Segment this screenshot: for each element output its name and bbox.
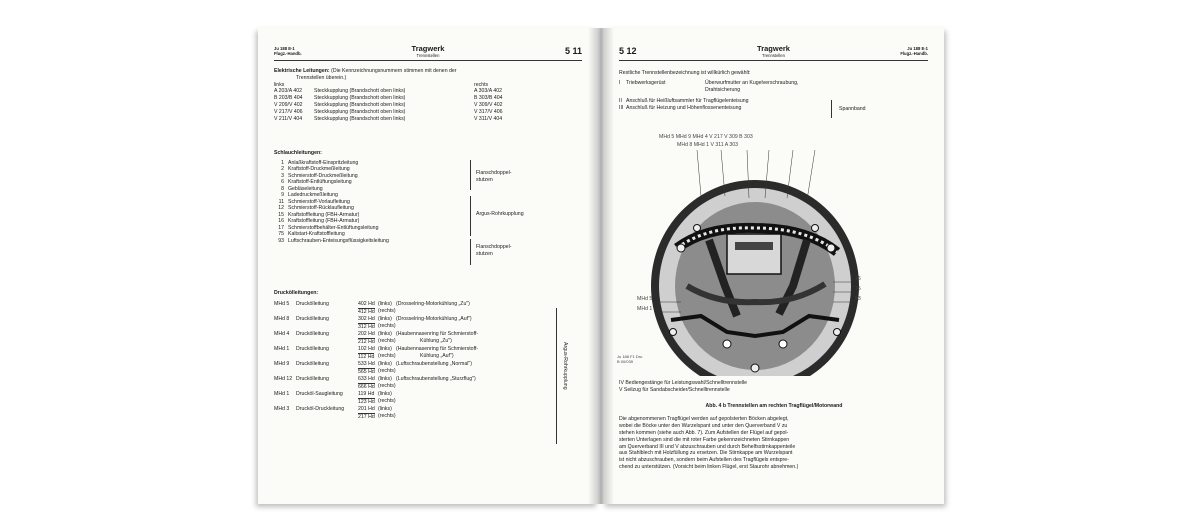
side: (rechts) — [378, 337, 396, 344]
value-left: 102 Hd — [358, 346, 375, 353]
left-id: V 209/V 402 — [274, 101, 303, 108]
item-number: 2 — [281, 166, 284, 173]
line-id: MHd 3 — [274, 406, 290, 413]
item-number: II — [619, 98, 622, 105]
line-type: Druckölleitung — [296, 300, 329, 307]
column-label-right: rechts — [474, 81, 489, 88]
item-text: IV Bediengestänge für Leistungswahl/Schnelltrennstelle — [619, 380, 748, 386]
table-row — [274, 88, 584, 95]
item-text: Luftschrauben-Enteisungsflüssigkeitsleitung — [288, 237, 389, 244]
side: (rechts) — [378, 307, 396, 314]
item-number: 3 — [281, 172, 284, 179]
value-right: 666 Hd — [358, 384, 375, 391]
line-id: MHd 9 — [274, 361, 290, 368]
value-left: 302 Hd — [358, 315, 375, 322]
table-row — [274, 316, 584, 323]
figure-caption: Abb. 4 b Trennstellen am rechten Tragflügel/Motorwand — [705, 402, 843, 409]
pressure-rows — [274, 301, 584, 422]
table-row — [274, 383, 584, 390]
header-manual: Flugz.-Handb. — [900, 51, 928, 56]
line-id: MHd 5 — [274, 300, 290, 307]
item-text: Triebwerksgerüst — [626, 79, 666, 86]
header-manual: Flugz.-Handb. — [274, 51, 302, 56]
table-row — [274, 346, 584, 353]
intro-section — [619, 70, 929, 112]
body-line: wobei die Böcke unter den Wurzelspant und unter den Querverband V zu — [619, 423, 788, 430]
diagram-label: MHd 1 — [637, 306, 653, 312]
item-number: 1 — [281, 159, 284, 166]
line-type: Druckölleitung — [296, 330, 329, 337]
pressure-section — [274, 290, 584, 422]
group-brace — [556, 308, 557, 444]
table-row — [274, 338, 584, 345]
table-row — [274, 301, 584, 308]
group-label: Flanschdoppel- — [476, 244, 512, 250]
item-text: Anschluß für Heizung und Höhenflossenenteisung — [626, 105, 742, 112]
line-id: MHd 8 — [274, 315, 290, 322]
left-id: V 211/V 404 — [274, 115, 303, 122]
value-right: 412 Hd — [358, 308, 375, 315]
line-type: Drucköl-Druckleitung — [296, 406, 345, 413]
intro-text: (Die Kennzeichnungsnummern stimmen mit denen der — [331, 68, 457, 74]
body-line: chend zu unterstützen. (Vorsicht beim linken Flügel, erst Staurohr abnehmen.) — [619, 463, 799, 470]
left-page — [258, 28, 598, 504]
diagram-drawing — [637, 136, 865, 376]
note: Kühlung „Zu") — [420, 337, 452, 344]
item-number: 16 — [278, 218, 284, 225]
left-id: A 203/A 402 — [274, 88, 302, 95]
item-text: Schmierstoff-Vorlaufleitung — [288, 198, 350, 205]
intro-text: Restliche Trennstellenbezeichnung ist willkürlich gewählt: — [619, 70, 751, 76]
item-text: V Seilzug für Sandabscheider/Schnelltrennstelle — [619, 386, 730, 393]
description: Steckkupplung (Brandschott oben links) — [314, 101, 406, 108]
note: (Luftschraubenstellung „Normal") — [396, 361, 472, 368]
header-subtitle: Trennstellen — [416, 53, 440, 58]
item-text: Ladedruckmeßleitung — [288, 192, 338, 199]
group-brace — [470, 160, 471, 190]
open-book — [258, 28, 944, 506]
item-number: 6 — [281, 179, 284, 186]
section-heading: Druckölleitungen: — [274, 290, 319, 296]
table-row — [274, 308, 584, 315]
diagram-caption: Ju 188 F1 Dru — [617, 354, 643, 359]
table-row — [274, 102, 584, 109]
right-id: V 309/V 402 — [474, 101, 503, 108]
item-number: 15 — [278, 211, 284, 218]
diagram-label: 75 — [855, 286, 861, 292]
item-number: 11 — [278, 198, 284, 205]
table-row — [274, 368, 584, 375]
group-label: stutzen — [476, 250, 493, 257]
side: (rechts) — [378, 398, 396, 405]
side: (links) — [378, 346, 392, 353]
diagram-caption: B 00/039 — [617, 359, 634, 364]
item-text: Drahtsicherung — [705, 86, 741, 93]
line-type: Druckölleitung — [296, 361, 329, 368]
item-text: Kraftstoff-Druckmeßleitung — [288, 166, 350, 173]
side: (rechts) — [378, 322, 396, 329]
body-line: aus Stahlblech mit Holzfüllung zu ersetzen. Die Stirnkappe am Wurzelspant — [619, 450, 793, 457]
item-number: 8 — [281, 185, 284, 192]
table-row — [274, 376, 584, 383]
body-line: am Querverband III und V abzuschrauben und durch Behelfsstirnkappenteile — [619, 443, 796, 450]
right-id: A 303/A 402 — [474, 88, 502, 95]
note: (Drosselring-Motorkühlung „Auf") — [396, 315, 472, 322]
side: (links) — [378, 330, 392, 337]
description: Steckkupplung (Brandschott oben links) — [314, 95, 406, 102]
side: (links) — [378, 406, 392, 413]
description: Steckkupplung (Brandschott oben links) — [314, 88, 406, 95]
description: Steckkupplung (Brandschott oben links) — [314, 108, 406, 115]
item-number: III — [619, 105, 624, 112]
items-section — [619, 380, 929, 471]
section-heading: Schlauchleitungen: — [274, 150, 322, 156]
body-line: Die abgenommenen Tragflügel werden auf gepolsterten Böcken abgelegt, — [619, 416, 789, 423]
group-brace — [470, 196, 471, 236]
body-line: stehen kommen (siehe auch Abb. 7). Zum Aufstellen der Flügel auf gepol- — [619, 429, 789, 436]
header-code: Ju 188 E-1 — [274, 46, 295, 51]
table-row — [274, 323, 584, 330]
line-id: MHd 4 — [274, 330, 290, 337]
table-row — [274, 413, 584, 420]
item-text: Anlaßkraftstoff-Einspritzleitung — [288, 159, 359, 166]
value-right: 112 Hd — [358, 353, 375, 360]
value-right: 565 Hd — [358, 368, 375, 375]
side: (links) — [378, 391, 392, 398]
right-id: B 303/B 404 — [474, 95, 503, 102]
list-item — [274, 238, 584, 245]
body-text — [619, 416, 929, 470]
page-number: 5 11 — [564, 46, 582, 56]
right-page-header — [619, 44, 928, 61]
group-brace — [831, 100, 832, 118]
item-number: 75 — [278, 231, 284, 238]
value-left: 119 Hd — [358, 391, 375, 398]
table-row — [274, 116, 584, 123]
table-row — [274, 331, 584, 338]
value-left: 633 Hd — [358, 376, 375, 383]
value-left: 201 Hd — [358, 406, 375, 413]
intro-text-2: Trennstellen überein.) — [296, 74, 347, 81]
value-left: 202 Hd — [358, 330, 375, 337]
line-type: Druckölleitung — [296, 376, 329, 383]
table-row — [274, 353, 584, 360]
item-number: 93 — [278, 237, 284, 244]
line-type: Druckölleitung — [296, 346, 329, 353]
table-row — [274, 406, 584, 413]
line-id: MHd 12 — [274, 376, 293, 383]
electrical-section — [274, 68, 584, 122]
side-label: Argus-Rohrkupplung — [562, 342, 568, 390]
right-id: V 317/V 406 — [474, 108, 503, 115]
diagram-label: MHd 5 MHd 9 MHd 4 V 217 V 309 B 303 — [659, 134, 753, 140]
side: (rechts) — [378, 352, 396, 359]
note: (Drosselring-Motorkühlung „Zu") — [396, 300, 470, 307]
item-text: Kraftstoffleitung (FBH-Armatur) — [288, 211, 360, 218]
book-gutter — [588, 28, 614, 504]
item-text: Kraftstoffleitung (FBH-Armatur) — [288, 218, 360, 225]
item-number: 9 — [281, 192, 284, 199]
table-row — [274, 398, 584, 405]
item-number: I — [619, 79, 621, 86]
side: (rechts) — [378, 367, 396, 374]
right-id: V 311/V 404 — [474, 115, 503, 122]
item-text: Kraftstoff-Entlüftungsleitung — [288, 179, 352, 186]
header-code: Ju 188 E-1 — [907, 46, 928, 51]
side: (rechts) — [378, 413, 396, 420]
side: (links) — [378, 376, 392, 383]
group-brace — [470, 239, 471, 265]
hoses-section — [274, 150, 584, 257]
table-row — [274, 361, 584, 368]
left-id: V 217/V 406 — [274, 108, 303, 115]
side: (rechts) — [378, 383, 396, 390]
value-right: 123 Hd — [358, 399, 375, 406]
value-left: 402 Hd — [358, 300, 375, 307]
body-line: sterten Unterlagen sind die mit roter Farbe gekennzeichneten Stirnkappen — [619, 436, 790, 443]
diagram-label: 93 — [855, 296, 861, 302]
diagram-label: 16 — [855, 276, 861, 282]
left-id: B 203/B 404 — [274, 95, 303, 102]
diagram-label: MHd 8 MHd 1 V 311 A 303 — [677, 142, 739, 148]
item-text: Kaltstart-Kraftstoffleitung — [288, 231, 345, 238]
side: (links) — [378, 300, 392, 307]
column-label-left: links — [274, 81, 285, 88]
header-title: Tragwerk — [757, 44, 790, 53]
table-row — [274, 391, 584, 398]
item-text: Schmierstoff-Druckmeßleitung — [288, 172, 358, 179]
section-heading: Elektrische Leitungen: — [274, 68, 330, 74]
engine-mount-diagram — [617, 134, 865, 376]
table-row — [274, 95, 584, 102]
spacer — [274, 420, 584, 422]
left-page-header — [274, 44, 582, 61]
description: Steckkupplung (Brandschott oben links) — [314, 115, 406, 122]
line-id: MHd 1 — [274, 391, 290, 398]
group-label: Argus-Rohrkupplung — [476, 211, 524, 217]
group-label: stutzen — [476, 176, 493, 183]
side: (links) — [378, 315, 392, 322]
value-right: 312 Hd — [358, 323, 375, 330]
value-right: 217 Hd — [358, 414, 375, 421]
note: (Haubennasenring für Schmierstoff- — [396, 346, 479, 353]
side: (links) — [378, 361, 392, 368]
note: (Luftschraubenstellung „Sturzflug") — [396, 376, 476, 383]
diagram-label: MHd 5 — [637, 296, 653, 302]
line-type: Druckölleitung — [296, 315, 329, 322]
table-row — [274, 109, 584, 116]
page-number: 5 12 — [619, 46, 637, 56]
body-line: ist nicht abzuschrauben, sondern beim Aufstellen des Tragflügels entspre- — [619, 457, 789, 464]
item-number: 17 — [278, 224, 284, 231]
spannband-label: Spannband — [839, 106, 866, 112]
item-number: 12 — [278, 205, 284, 212]
electrical-rows — [274, 88, 584, 122]
value-right: 212 Hd — [358, 338, 375, 345]
group-label: Flanschdoppel- — [476, 170, 512, 176]
hose-rows — [274, 160, 584, 245]
item-text: Schmierstoffbehälter-Entlüftungsleitung — [288, 224, 379, 231]
line-type: Drucköl-Saugleitung — [296, 391, 343, 398]
note: Kühlung „Auf") — [420, 352, 454, 359]
line-id: MHd 1 — [274, 346, 290, 353]
header-title: Tragwerk — [411, 44, 445, 53]
header-subtitle: Trennstellen — [762, 53, 785, 58]
value-left: 533 Hd — [358, 361, 375, 368]
note: (Haubennasenring für Schmierstoff- — [396, 330, 479, 337]
item-text: Gebläseleitung — [288, 185, 323, 192]
item-text: Überwurfmutter an Kugelverschraubung, — [705, 79, 799, 86]
right-page — [603, 28, 944, 504]
item-text: Schmierstoff-Rücklaufleitung — [288, 205, 354, 212]
item-text: Anschluß für Heißluftsammler für Tragflügelenteisung — [626, 98, 749, 105]
